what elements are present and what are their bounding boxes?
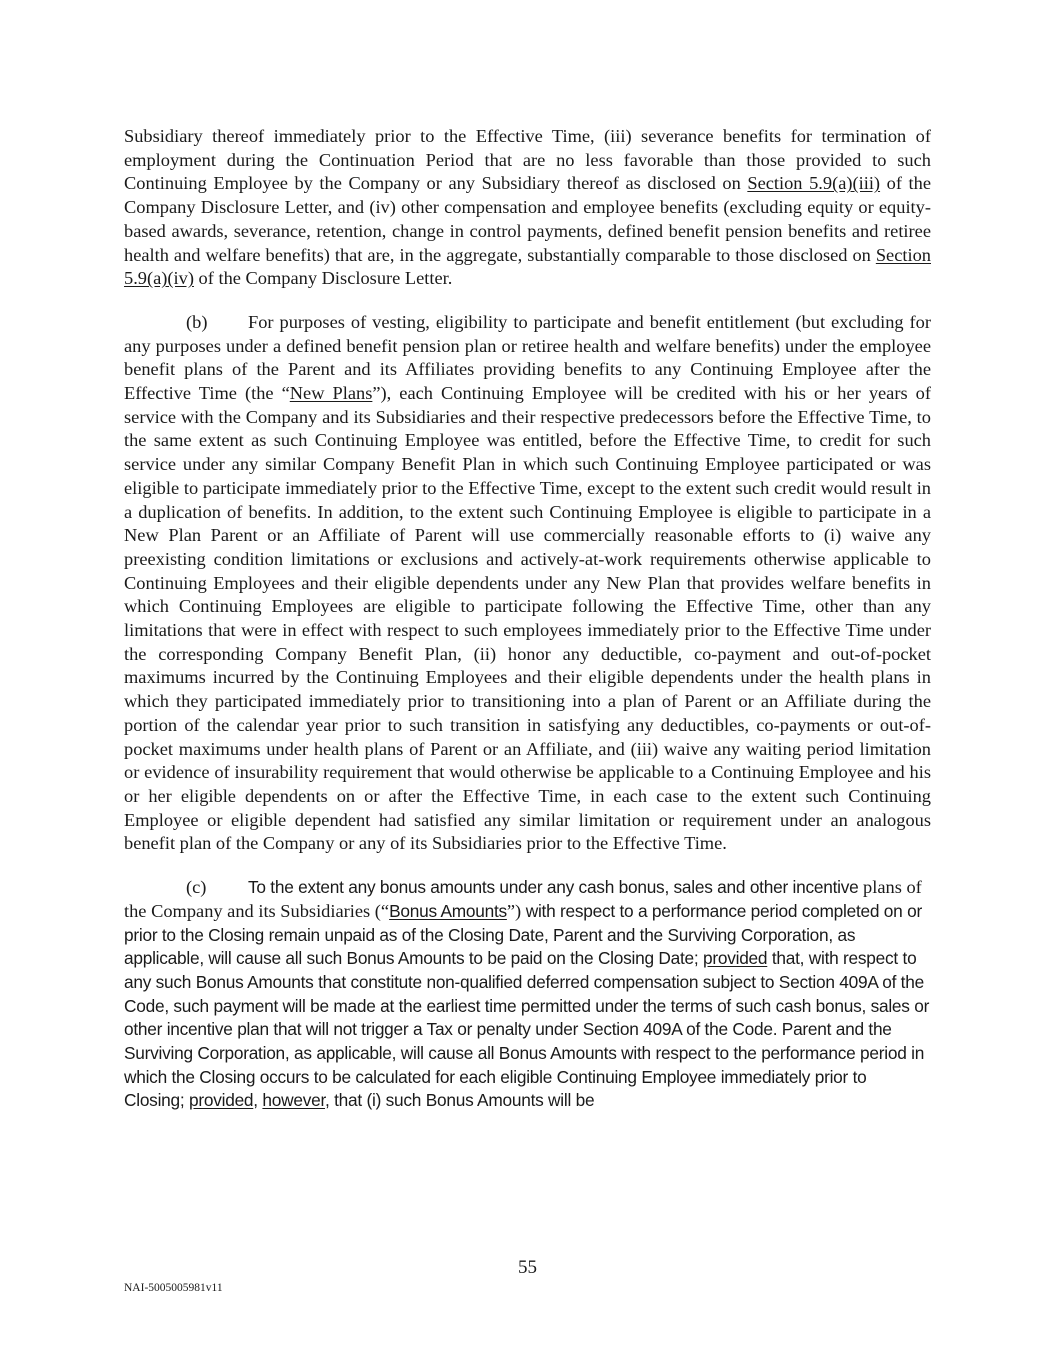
- text-run: plans of the Company and its Subsidiaries (“: [124, 877, 922, 921]
- defined-term: Bonus Amounts: [389, 900, 507, 921]
- text-run: , that (i) such Bonus Amounts will be: [325, 1090, 595, 1111]
- text-run: with respect to a performance period completed on or prior to the Closing remain unpaid as of the Closing Date, Parent and the Surviving Corporation, as applicable, will cause all such Bonus Amounts to be paid on the Closing Date;: [124, 900, 922, 969]
- text-run: ,: [253, 1090, 263, 1111]
- paragraph-c: [124, 876, 931, 1113]
- paragraph-b: [124, 311, 931, 856]
- text-run: that, with respect to any such Bonus Amounts that constitute non-qualified deferred compensation subject to Section 409A of the Code, such payment will be made at the earliest time permitted under the terms of such cash bonus, sales or other incentive plan that will not trigger a Tax or penalty under Section 409A of the Code. Parent and the Surviving Corporation, as applicable, will cause all Bonus Amounts with respect to the performance period in which the Closing occurs to be calculated for each eligible Continuing Employee immediately prior to Closing;: [124, 948, 930, 1111]
- text-run: ”), each Continuing Employee will be credited with his or her years of service with the Company and its Subsidiaries and their respective predecessors before the Effective Time, to the same extent as such Continuing Employee was entitled, before the Effective Time, to credit for such service under any similar Company Benefit Plan in which such Continuing Employee participated or was eligible to participate immediately prior to the Effective Time, except to the extent such credit would result in a duplication of benefits. In addition, to the extent such Continuing Employee is eligible to participate in a New Plan Parent or an Affiliate of Parent will use commercially reasonable efforts to (i) waive any preexisting condition limitations or exclusions and actively-at-work requirements otherwise applicable to Continuing Employees and their eligible dependents under any New Plan that provides welfare benefits in which Continuing Employees are eligible to participate following the Effective Time, other than any limitations that were in effect with respect to such employees immediately prior to the Effective Time under the corresponding Company Benefit Plan, (ii) honor any deductible, co-payment and out-of-pocket maximums incurred by the Continuing Employees and their eligible dependents under the health plans in which they participated immediately prior to transitioning into a plan of Parent or an Affiliate during the portion of the calendar year prior to such transition in satisfying any deductibles, co-payments or out-of-pocket maximums under health plans of Parent or an Affiliate, and (iii) waive any waiting period limitation or evidence of insurability requirement that would otherwise be applicable to a Continuing Employee and his or her eligible dependents on or after the Effective Time, in each case to the extent such Continuing Employee or eligible dependent had satisfied any similar limitation or requirement under an analogous benefit plan of the Company or any of its Subsidiaries prior to the Effective Time.: [124, 383, 931, 854]
- document-id: NAI-5005005981v11: [124, 1282, 223, 1294]
- text-run: ”): [506, 900, 522, 921]
- section-reference: Section 5.9(a)(iii): [747, 173, 881, 194]
- provided-term: provided: [702, 948, 768, 969]
- text-run: of the Company Disclosure Letter, and (iv) other compensation and employee benefits (excluding equity or equity-based awards, severance, retention, change in control payments, defined benefit pension benefits and retiree health and welfare benefits) that are, in the aggregate, substantially comparable to those disclosed on: [124, 173, 931, 265]
- text-run: Subsidiary thereof immediately prior to the Effective Time, (iii) severance benefits for termination of employment during the Continuation Period that are no less favorable than those provided to such Continuing Employee by the Company or any Subsidiary thereof as disclosed on: [124, 126, 931, 194]
- paragraph-a-continued: [124, 125, 931, 291]
- text-run: To the extent any bonus amounts under any cash bonus, sales and other incentive: [248, 877, 859, 898]
- section-reference: Section 5.9(a)(iv): [124, 244, 931, 289]
- paragraph-label: (c): [186, 877, 207, 898]
- text-run: of the Company Disclosure Letter.: [193, 268, 453, 289]
- however-term: however: [262, 1090, 326, 1111]
- document-body: [124, 125, 931, 1133]
- provided-term: provided: [189, 1090, 254, 1111]
- paragraph-label: (b): [186, 311, 208, 332]
- page-number: 55: [518, 1257, 537, 1278]
- defined-term: New Plans: [289, 383, 373, 404]
- text-run: For purposes of vesting, eligibility to participate and benefit entitlement (but excluding for any purposes under a defined benefit pension plan or retiree health and welfare benefits) under the employee benefit plans of the Parent and its Affiliates providing benefits to any Continuing Employee after the Effective Time (the “: [124, 311, 931, 404]
